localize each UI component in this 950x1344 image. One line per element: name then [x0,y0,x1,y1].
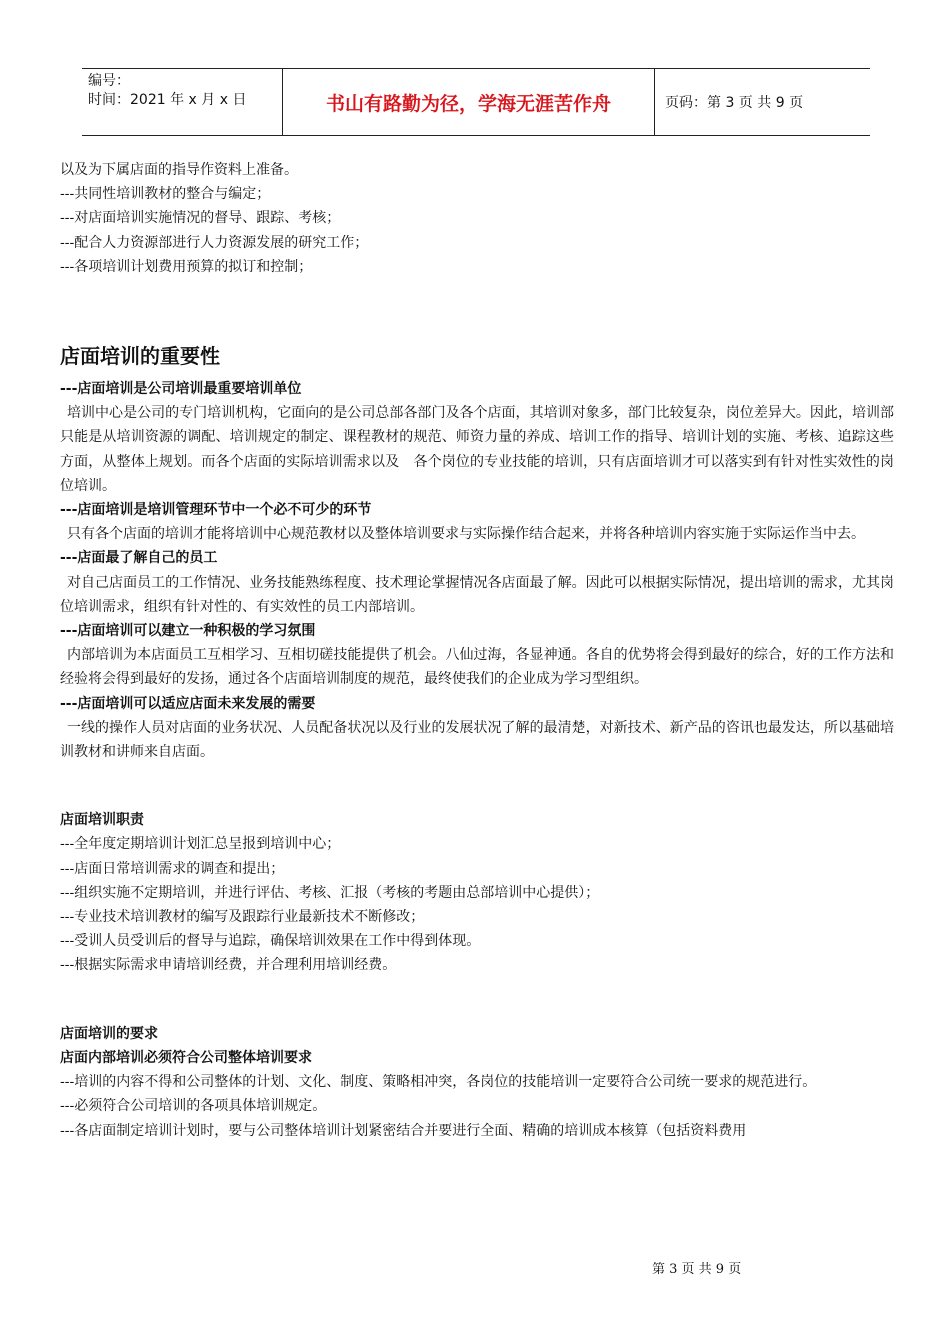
header-page-number: 页码：第 3 页 共 9 页 [665,95,804,111]
section-title-importance: 店面培训的重要性 [60,344,220,369]
page-header [82,68,870,136]
document-number: 编号： [88,73,130,89]
section-title-duties: 店面培训职责 [60,812,144,829]
importance-heading: ---店面最了解自己的员工 [60,550,218,567]
requirements-subtitle: 店面内部培训必须符合公司整体培训要求 [60,1049,312,1066]
importance-heading: ---店面培训可以建立一种积极的学习氛围 [60,623,316,640]
importance-heading: ---店面培训是公司培训最重要培训单位 [60,381,302,398]
importance-text: 只有各个店面的培训才能将培训中心规范教材以及整体培训要求与实际操作结合起来，并将各种培训内容实施于实际运作当中去。 [67,526,865,543]
duty-line: ---全年度定期培训计划汇总呈报到培训中心； [60,836,341,853]
page-footer: 第 3 页 共 9 页 [652,1262,742,1277]
intro-line: ---配合人力资源部进行人力资源发展的研究工作； [60,234,369,251]
duty-line: ---受训人员受训后的督导与追踪，确保培训效果在工作中得到体现。 [60,933,481,950]
importance-text: 培训中心是公司的专门培训机构，它面向的是公司总部各部门及各个店面，其培训对象多，部门比较复杂，岗位差异大。因此，培训部只能是从培训资源的调配、培训规定的制定、课程教材的规范、师资力量的养成、培训工作的指导、培训计划的实施、考核、追踪这些方面，从整体上规划。而各个店面的实际培训需求以及 各个岗位的专业技能的培训，只有店面培训才可以落实到有针对性实效性的岗位培训。 [60,405,894,494]
importance-heading: ---店面培训是培训管理环节中一个必不可少的环节 [60,502,372,519]
duty-line: ---组织实施不定期培训，并进行评估、考核、汇报（考核的考题由总部培训中心提供）； [60,884,600,901]
header-slogan: 书山有路勤为径，学海无涯苦作舟 [282,69,655,135]
intro-line: 以及为下属店面的指导作资料上准备。 [60,162,298,178]
importance-text: 对自己店面员工的工作情况、业务技能熟练程度、技术理论掌握情况各店面最了解。因此可以根据实际情况，提出培训的需求，尤其岗位培训需求，组织有针对性的、有实效性的员工内部培训。 [60,574,894,615]
header-meta [82,69,282,135]
document-date: 时间：2021 年 x 月 x 日 [88,92,247,108]
duty-line: ---根据实际需求申请培训经费，并合理利用培训经费。 [60,957,397,974]
importance-heading: ---店面培训可以适应店面未来发展的需要 [60,695,316,712]
intro-line: ---对店面培训实施情况的督导、跟踪、考核； [60,210,341,227]
duty-line: ---店面日常培训需求的调查和提出； [60,860,285,877]
duty-line: ---专业技术培训教材的编写及跟踪行业最新技术不断修改； [60,909,425,926]
importance-text: 一线的操作人员对店面的业务状况、人员配备状况以及行业的发展状况了解的最清楚，对新技术、新产品的咨讯也最发达，所以基础培训教材和讲师来自店面。 [60,719,894,761]
section-title-requirements: 店面培训的要求 [60,1025,158,1042]
intro-line: ---各项培训计划费用预算的拟订和控制； [60,258,313,275]
intro-line: ---共同性培训教材的整合与编定； [60,186,271,203]
requirement-line: ---必须符合公司培训的各项具体培训规定。 [60,1098,327,1115]
document-body [60,158,894,1143]
requirement-line: ---各店面制定培训计划时，要与公司整体培训计划紧密结合并要进行全面、精确的培训成本核算（包括资料费用 [60,1122,747,1139]
importance-text: 内部培训为本店面员工互相学习、互相切磋技能提供了机会。八仙过海，各显神通。各自的优势将会得到最好的综合，好的工作方法和经验将会得到最好的发扬，通过各个店面培训制度的规范，最终使我们的企业成为学习型组织。 [60,647,894,688]
requirement-line: ---培训的内容不得和公司整体的计划、文化、制度、策略相冲突，各岗位的技能培训一定要符合公司统一要求的规范进行。 [60,1074,817,1091]
